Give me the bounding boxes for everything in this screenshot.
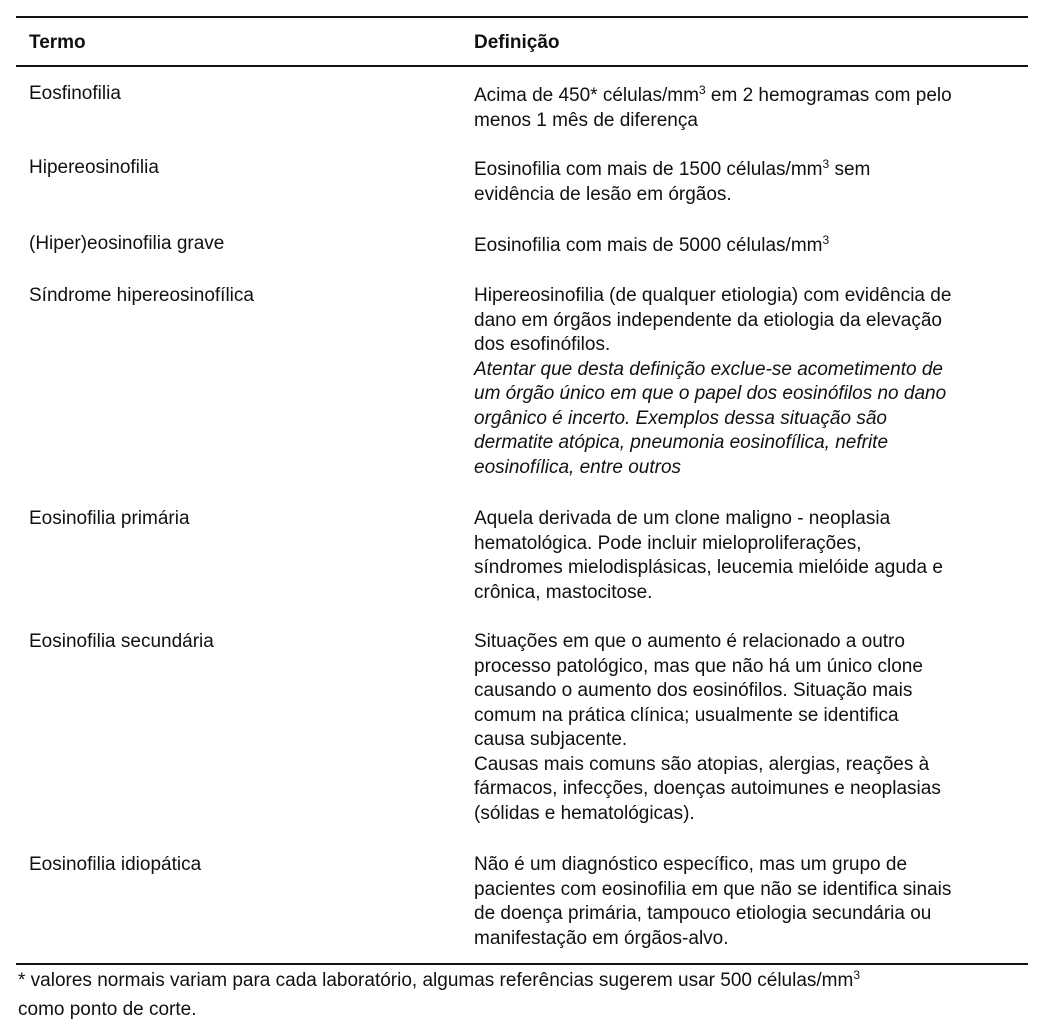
definition-cell [474, 84, 1024, 133]
definition-line: hematológica. Pode incluir mieloproliferações, [474, 532, 862, 554]
definition-line: Hipereosinofilia (de qualquer etiologia) com evidência de [474, 285, 952, 306]
header-definition: Definição [474, 32, 560, 53]
table-top-rule [16, 16, 1028, 18]
definition-note-line: eosinofílica, entre outros [474, 456, 682, 478]
definition-line: causando o aumento dos eosinófilos. Situação mais [474, 680, 913, 701]
definition-line: manifestação em órgãos-alvo. [474, 927, 729, 949]
definition-line: evidência de lesão em órgãos. [474, 183, 732, 205]
term-cell: Eosinofilia idiopática [29, 854, 202, 875]
definition-line: Aquela derivada de um clone maligno - neoplasia [474, 508, 891, 529]
definition-cell [474, 853, 1024, 951]
term-cell: (Hiper)eosinofilia grave [29, 233, 225, 254]
header-bottom-rule [16, 65, 1028, 67]
definition-line: crônica, mastocitose. [474, 581, 653, 603]
definition-note-line: orgânico é incerto. Exemplos dessa situação são [474, 407, 887, 429]
definition-cell [474, 507, 1024, 605]
definition-line: fármacos, infecções, doenças autoimunes e neoplasias [474, 778, 941, 799]
definition-line: dos esofinófilos. [474, 334, 611, 355]
definition-line: dano em órgãos independente da etiologia da elevação [474, 309, 942, 331]
definition-line: Eosinofilia com mais de 5000 células/$mm^3$ [474, 233, 830, 256]
definition-note-line: um órgão único em que o papel dos eosinófilos no dano [474, 383, 947, 404]
term-cell: Eosfinofilia [29, 83, 121, 104]
table-footnote [18, 966, 1018, 1024]
definition-line: (sólidas e hematológicas). [474, 802, 695, 824]
definition-line: comum na prática clínica; usualmente se identifica [474, 704, 899, 726]
definition-line: Causas mais comuns são atopias, alergias, reações à [474, 753, 930, 775]
footnote-line: como ponto de corte. [18, 999, 197, 1020]
definition-cell [474, 234, 1024, 259]
definition-cell [474, 630, 1024, 826]
definition-line: síndromes mielodisplásicas, leucemia mielóide aguda e [474, 557, 943, 578]
definition-cell [474, 158, 1024, 207]
definition-line: causa subjacente. [474, 729, 628, 750]
definition-note-line: Atentar que desta definição exclue-se acometimento de [474, 358, 943, 380]
definition-line: Acima de 450* células/$mm^3$ em 2 hemogramas com pelo [474, 83, 952, 106]
header-term: Termo [29, 32, 86, 53]
definition-line: menos 1 mês de diferença [474, 109, 698, 131]
definition-line: Não é um diagnóstico específico, mas um grupo de [474, 854, 908, 875]
definition-line: pacientes com eosinofilia em que não se identifica sinais [474, 878, 952, 900]
footnote-line: * valores normais variam para cada laboratório, algumas referências sugerem usar 500 células/$mm^3$ [18, 968, 861, 991]
definition-line: processo patológico, mas que não há um único clone [474, 655, 923, 677]
definition-line: Situações em que o aumento é relacionado a outro [474, 631, 905, 652]
term-cell: Síndrome hipereosinofílica [29, 285, 254, 306]
definition-cell [474, 284, 1024, 480]
table-bottom-rule [16, 963, 1028, 965]
definition-note-line: dermatite atópica, pneumonia eosinofílica, nefrite [474, 432, 889, 453]
term-cell: Hipereosinofilia [29, 157, 159, 178]
term-cell: Eosinofilia primária [29, 508, 190, 529]
definition-line: Eosinofilia com mais de 1500 células/$mm^3$ sem [474, 157, 871, 180]
definition-line: de doença primária, tampouco etiologia secundária ou [474, 903, 932, 924]
term-cell: Eosinofilia secundária [29, 631, 214, 652]
